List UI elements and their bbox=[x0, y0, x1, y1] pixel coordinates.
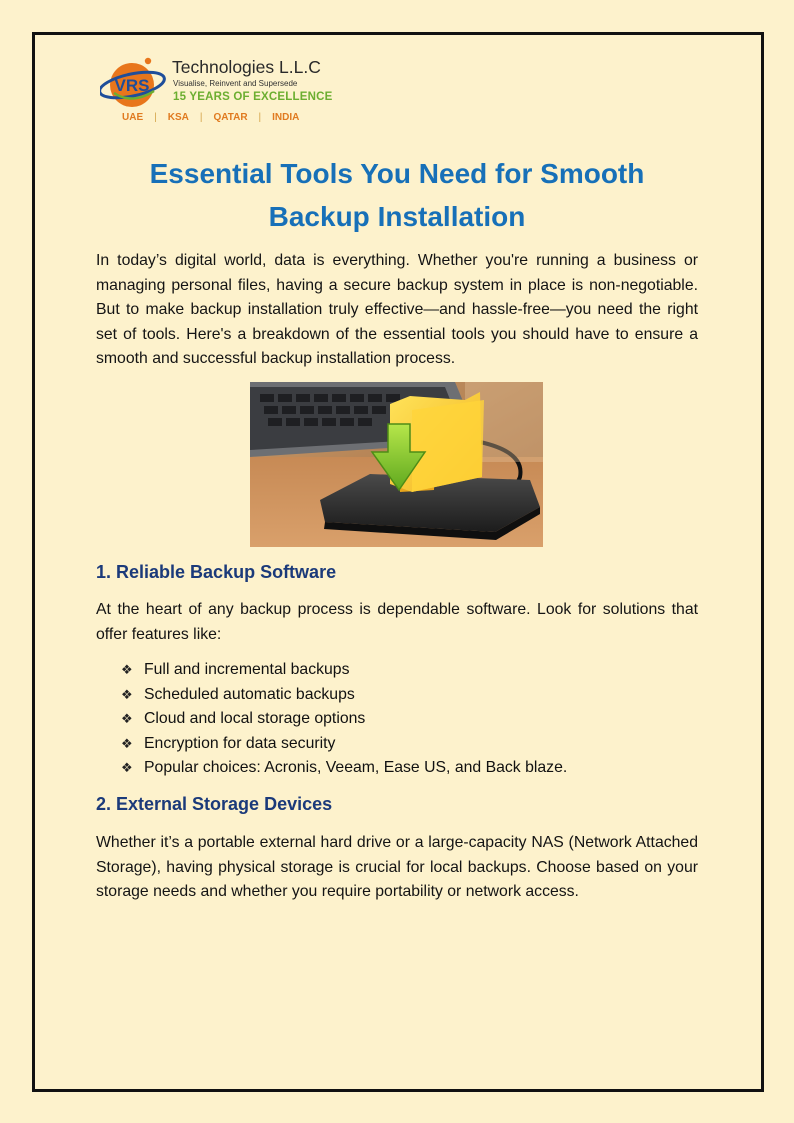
list-item-text: Popular choices: Acronis, Veeam, Ease US, and Back blaze. bbox=[144, 759, 568, 777]
hero-image bbox=[250, 382, 543, 547]
logo-years-badge: 15 YEARS OF EXCELLENCE bbox=[173, 91, 333, 103]
section1-heading: 1. Reliable Backup Software bbox=[96, 562, 337, 582]
region-qatar: QATAR bbox=[213, 112, 248, 123]
list-item-text: Encryption for data security bbox=[144, 734, 336, 752]
diamond-bullet-icon: ❖ bbox=[121, 711, 133, 727]
list-item-text: Full and incremental backups bbox=[144, 661, 350, 678]
list-item bbox=[121, 756, 567, 781]
section2-body: Whether it’s a portable external hard drive or a large-capacity NAS (Network Attached Storage), having physical storage is crucial for local backups. Choose based on your storage needs and whether you require portability or network access. bbox=[96, 834, 698, 900]
vrs-globe-logo-icon bbox=[100, 55, 170, 111]
logo-regions bbox=[122, 112, 299, 123]
diamond-bullet-icon: ❖ bbox=[121, 760, 133, 776]
list-item bbox=[121, 683, 567, 708]
list-item bbox=[121, 732, 567, 757]
intro-paragraph: In today’s digital world, data is everything. Whether you're running a business or managing personal files, having a secure backup system in place is non-negotiable. But to make backup installation truly effective—and hassle-free—you need the right set of tools. Here's a breakdown of the essential tools you should have to ensure a smooth and successful backup installation process. bbox=[96, 252, 698, 367]
list-item-text: Cloud and local storage options bbox=[144, 710, 366, 728]
logo-tagline: Visualise, Reinvent and Supersede bbox=[173, 79, 298, 88]
section1-body: At the heart of any backup process is dependable software. Look for solutions that offer features like: bbox=[96, 601, 698, 643]
list-item-text: Scheduled automatic backups bbox=[144, 685, 355, 703]
page-title: Essential Tools You Need for Smooth Backup Installation bbox=[149, 158, 645, 232]
region-separator: | bbox=[154, 112, 157, 123]
list-item bbox=[121, 658, 567, 683]
region-separator: | bbox=[199, 112, 203, 123]
region-separator: | bbox=[258, 112, 262, 123]
laptop-folder-download-illustration-icon bbox=[250, 382, 543, 547]
logo-mark-text: VRS bbox=[114, 76, 150, 95]
diamond-bullet-icon: ❖ bbox=[121, 735, 133, 751]
section2-heading: 2. External Storage Devices bbox=[96, 794, 333, 814]
logo-company-name: Technologies L.L.C bbox=[172, 57, 321, 77]
diamond-bullet-icon: ❖ bbox=[121, 686, 133, 702]
region-ksa: KSA bbox=[167, 112, 189, 123]
diamond-bullet-icon: ❖ bbox=[121, 662, 133, 677]
list-item bbox=[121, 707, 567, 732]
company-logo bbox=[100, 55, 350, 127]
feature-list bbox=[121, 658, 567, 781]
region-uae: UAE bbox=[122, 112, 144, 123]
region-india: INDIA bbox=[272, 112, 300, 123]
